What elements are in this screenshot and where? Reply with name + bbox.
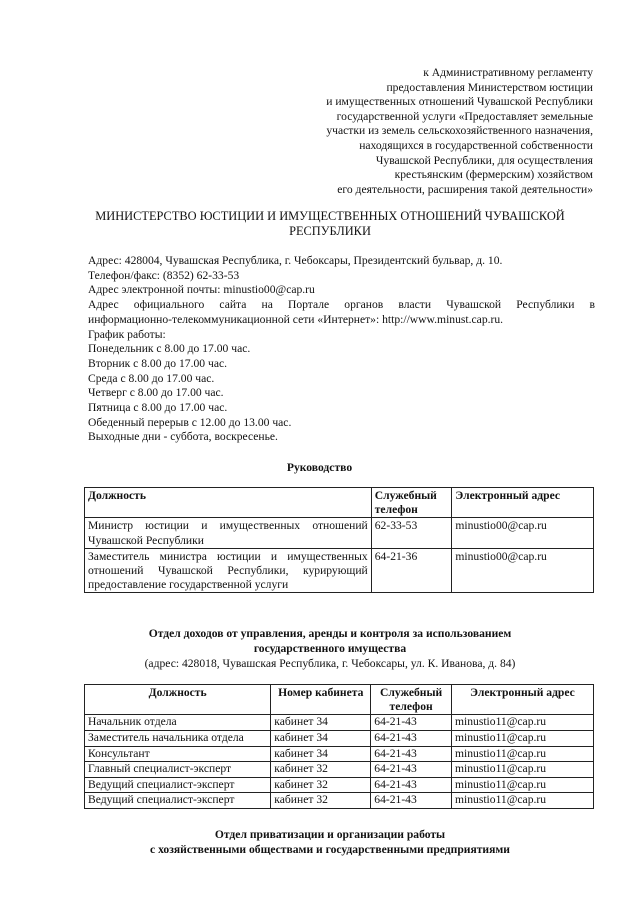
ministry-website-line: Адрес официального сайта на Портале органов власти Чувашской Республики в [88,298,595,312]
table-row [85,746,594,762]
position-cell: Консультант [85,746,271,762]
office-cell: кабинет 34 [271,746,371,762]
office-cell: кабинет 32 [271,777,371,793]
column-header: Должность [85,488,372,518]
schedule-line: Обеденный перерыв с 12.00 до 13.00 час. [88,415,292,429]
department2-heading-line: с хозяйственными обществами и государственными предприятиями [150,843,510,856]
ministry-email: Адрес электронной почты: minustio00@cap.ru [88,283,315,297]
email-cell: minustio11@cap.ru [451,777,593,793]
header-line: участки из земель сельскохозяйственного назначения, [326,124,593,138]
ministry-website-line: информационно-телекоммуникационной сети «Интернет»: http://www.minust.cap.ru. [88,312,504,326]
column-header: Электронный адрес [452,488,594,518]
header-line: Чувашской Республики, для осуществления [375,153,593,167]
ministry-phone: Телефон/факс: (8352) 62-33-53 [88,268,240,282]
position-cell: Главный специалист-эксперт [85,762,271,778]
position-cell: Начальник отдела [85,715,271,731]
position-cell: Ведущий специалист-эксперт [85,777,271,793]
table-row [85,731,594,747]
leadership-table [84,487,594,593]
ministry-title-line: РЕСПУБЛИКИ [289,224,371,238]
email-cell: minustio00@cap.ru [452,548,594,593]
column-header: Служебный телефон [371,685,452,715]
department1-heading-line: государственного имущества [253,642,407,655]
appendix-header [263,66,593,197]
header-line: государственной услуги «Предоставляет земельные [336,109,593,123]
ministry-contacts [88,254,595,445]
phone-cell: 64-21-36 [371,548,452,593]
email-cell: minustio00@cap.ru [452,518,594,548]
office-cell: кабинет 34 [271,715,371,731]
department2-heading-line: Отдел приватизации и организации работы [214,828,446,841]
schedule-line: Понедельник с 8.00 до 17.00 час. [88,342,251,356]
table-row [85,518,594,548]
position-cell: Ведущий специалист-эксперт [85,793,271,809]
column-header: Должность [85,685,271,715]
phone-cell: 64-21-43 [371,762,452,778]
ministry-title-line: МИНИСТЕРСТВО ЮСТИЦИИ И ИМУЩЕСТВЕННЫХ ОТНОШЕНИЙ ЧУВАШСКОЙ [95,209,565,223]
office-cell: кабинет 32 [271,762,371,778]
department1-heading-line: Отдел доходов от управления, аренды и контроля за использованием [148,627,512,640]
ministry-title [70,209,590,239]
department1-address: (адрес: 428018, Чувашская Республика, г. Чебоксары, ул. К. Иванова, д. 84) [144,657,516,670]
email-cell: minustio11@cap.ru [451,715,593,731]
schedule-line: Пятница с 8.00 до 17.00 час. [88,401,228,415]
phone-cell: 64-21-43 [371,777,452,793]
schedule-line: Четверг с 8.00 до 17.00 час. [88,386,224,400]
email-cell: minustio11@cap.ru [451,731,593,747]
position-cell: Заместитель министра юстиции и имущественных отношений Чувашской Республики, курирующий предоставление государственной услуги [85,548,372,593]
header-line: его деятельности, расширения такой деятельности» [337,182,593,196]
email-cell: minustio11@cap.ru [451,762,593,778]
schedule-line: Среда с 8.00 до 17.00 час. [88,371,215,385]
email-cell: minustio11@cap.ru [451,793,593,809]
phone-cell: 64-21-43 [371,746,452,762]
department1-heading [60,626,600,671]
department1-table [84,684,594,809]
column-header: Электронный адрес [451,685,593,715]
column-header: Служебный телефон [371,488,452,518]
schedule-title: График работы: [88,327,166,341]
table-row [85,715,594,731]
header-line: к Административному регламенту [423,66,593,79]
position-cell: Заместитель начальника отдела [85,731,271,747]
email-cell: minustio11@cap.ru [451,746,593,762]
header-line: крестьянским (фермерским) хозяйством [394,168,593,182]
schedule-line: Выходные дни - суббота, воскресенье. [88,430,278,444]
header-line: предоставления Министерством юстиции [386,80,593,94]
table-header-row [85,685,594,715]
table-row [85,548,594,593]
table-row [85,793,594,809]
header-line: и имущественных отношений Чувашской Республики [326,95,593,109]
phone-cell: 64-21-43 [371,731,452,747]
leadership-heading: Руководство [286,461,353,474]
header-line: находящихся в государственной собственности [359,138,593,152]
position-cell: Министр юстиции и имущественных отношений Чувашской Республики [85,518,372,548]
office-cell: кабинет 32 [271,793,371,809]
ministry-address: Адрес: 428004, Чувашская Республика, г. Чебоксары, Президентский бульвар, д. 10. [88,254,503,267]
phone-cell: 64-21-43 [371,793,452,809]
table-row [85,777,594,793]
column-header: Номер кабинета [271,685,371,715]
office-cell: кабинет 34 [271,731,371,747]
schedule-line: Вторник с 8.00 до 17.00 час. [88,356,228,370]
table-header-row [85,488,594,518]
phone-cell: 62-33-53 [371,518,452,548]
table-row [85,762,594,778]
department2-heading [60,827,600,857]
phone-cell: 64-21-43 [371,715,452,731]
